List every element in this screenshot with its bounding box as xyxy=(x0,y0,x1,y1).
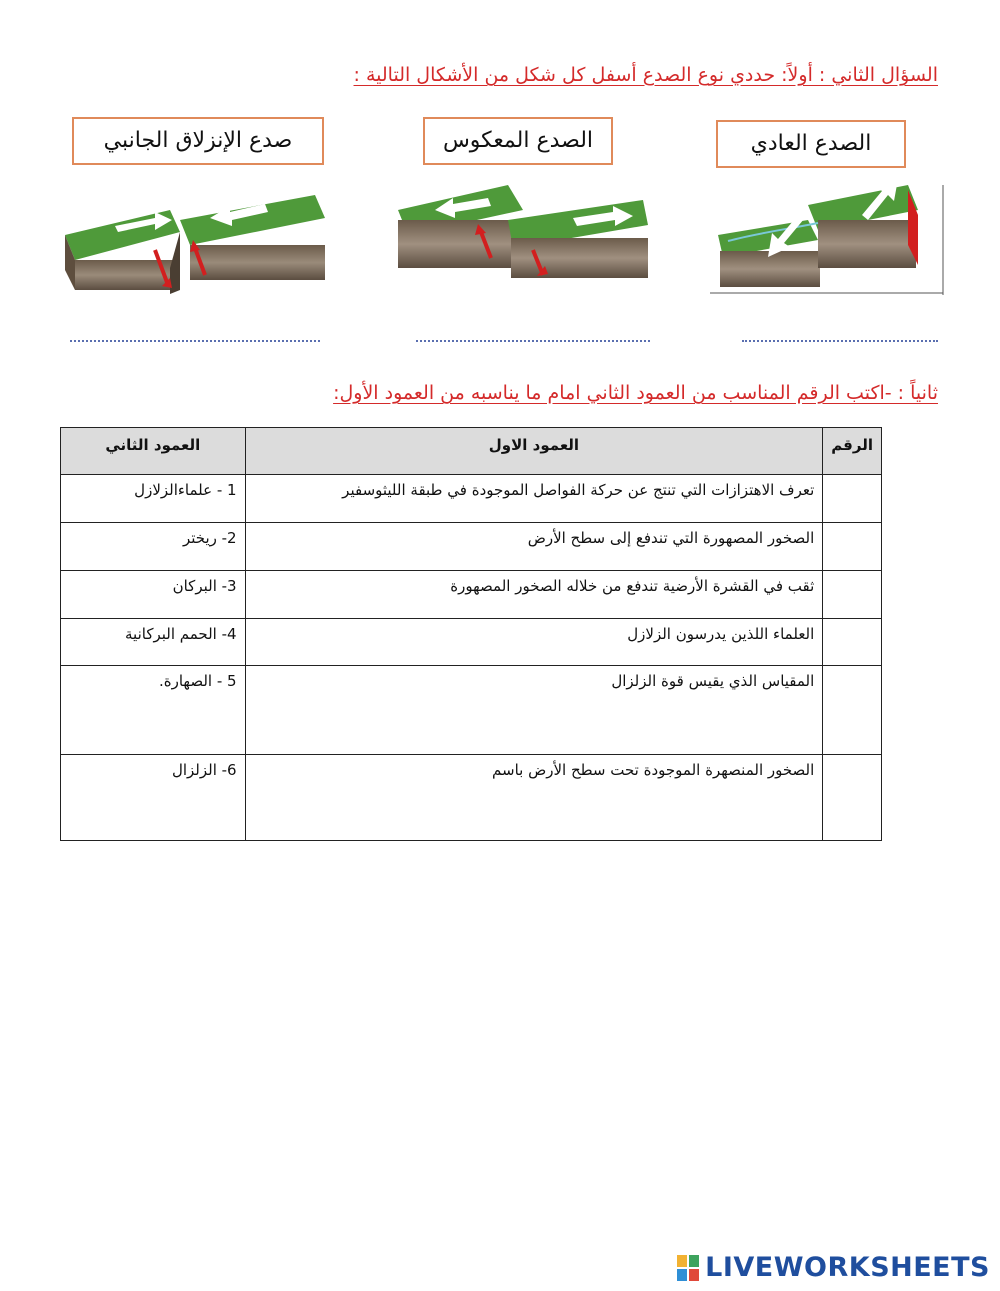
question2-title: ثانياً : -اكتب الرقم المناسب من العمود الثاني امام ما يناسبه من العمود الأول: xyxy=(333,382,938,404)
answer-cell[interactable] xyxy=(823,571,882,619)
normal-fault-diagram xyxy=(708,175,948,300)
first-column-cell: الصخور المصهورة التي تندفع إلى سطح الأرض xyxy=(245,523,823,571)
answer-cell[interactable] xyxy=(823,619,882,666)
fault-label-strike-slip: صدع الإنزلاق الجانبي xyxy=(72,117,324,165)
answer-cell[interactable] xyxy=(823,666,882,755)
header-first-column: العمود الاول xyxy=(245,428,823,475)
table-row xyxy=(61,666,882,755)
table-row xyxy=(61,619,882,666)
matching-table xyxy=(60,427,882,841)
fault-label-reverse: الصدع المعكوس xyxy=(423,117,613,165)
first-column-cell: العلماء اللذين يدرسون الزلازل xyxy=(245,619,823,666)
strike-slip-fault-diagram xyxy=(60,190,330,300)
table-row xyxy=(61,755,882,841)
question1-title: السؤال الثاني : أولاً: حددي نوع الصدع أسفل كل شكل من الأشكال التالية : xyxy=(353,64,938,86)
second-column-cell: 3- البركان xyxy=(61,571,246,619)
table-row xyxy=(61,475,882,523)
answer-line-normal[interactable] xyxy=(742,328,938,342)
answer-cell[interactable] xyxy=(823,475,882,523)
answer-cell[interactable] xyxy=(823,755,882,841)
answer-line-reverse[interactable] xyxy=(416,328,650,342)
header-number: الرقم xyxy=(823,428,882,475)
first-column-cell: الصخور المنصهرة الموجودة تحت سطح الأرض باسم xyxy=(245,755,823,841)
second-column-cell: 2- ريختر xyxy=(61,523,246,571)
answer-line-strike-slip[interactable] xyxy=(70,328,320,342)
second-column-cell: 4- الحمم البركانية xyxy=(61,619,246,666)
liveworksheets-logo-icon xyxy=(677,1255,699,1281)
liveworksheets-logo xyxy=(677,1252,990,1283)
fault-label-normal: الصدع العادي xyxy=(716,120,906,168)
table-row xyxy=(61,523,882,571)
liveworksheets-logo-text: LIVEWORKSHEETS xyxy=(705,1252,990,1283)
reverse-fault-diagram xyxy=(393,180,653,285)
second-column-cell: 5 - الصهارة. xyxy=(61,666,246,755)
answer-cell[interactable] xyxy=(823,523,882,571)
first-column-cell: المقياس الذي يقيس قوة الزلزال xyxy=(245,666,823,755)
table-row xyxy=(61,571,882,619)
second-column-cell: 1 - علماءالزلازل xyxy=(61,475,246,523)
header-second-column: العمود الثاني xyxy=(61,428,246,475)
second-column-cell: 6- الزلزال xyxy=(61,755,246,841)
first-column-cell: ثقب في القشرة الأرضية تندفع من خلاله الصخور المصهورة xyxy=(245,571,823,619)
first-column-cell: تعرف الاهتزازات التي تنتج عن حركة الفواصل الموجودة في طبقة الليثوسفير xyxy=(245,475,823,523)
